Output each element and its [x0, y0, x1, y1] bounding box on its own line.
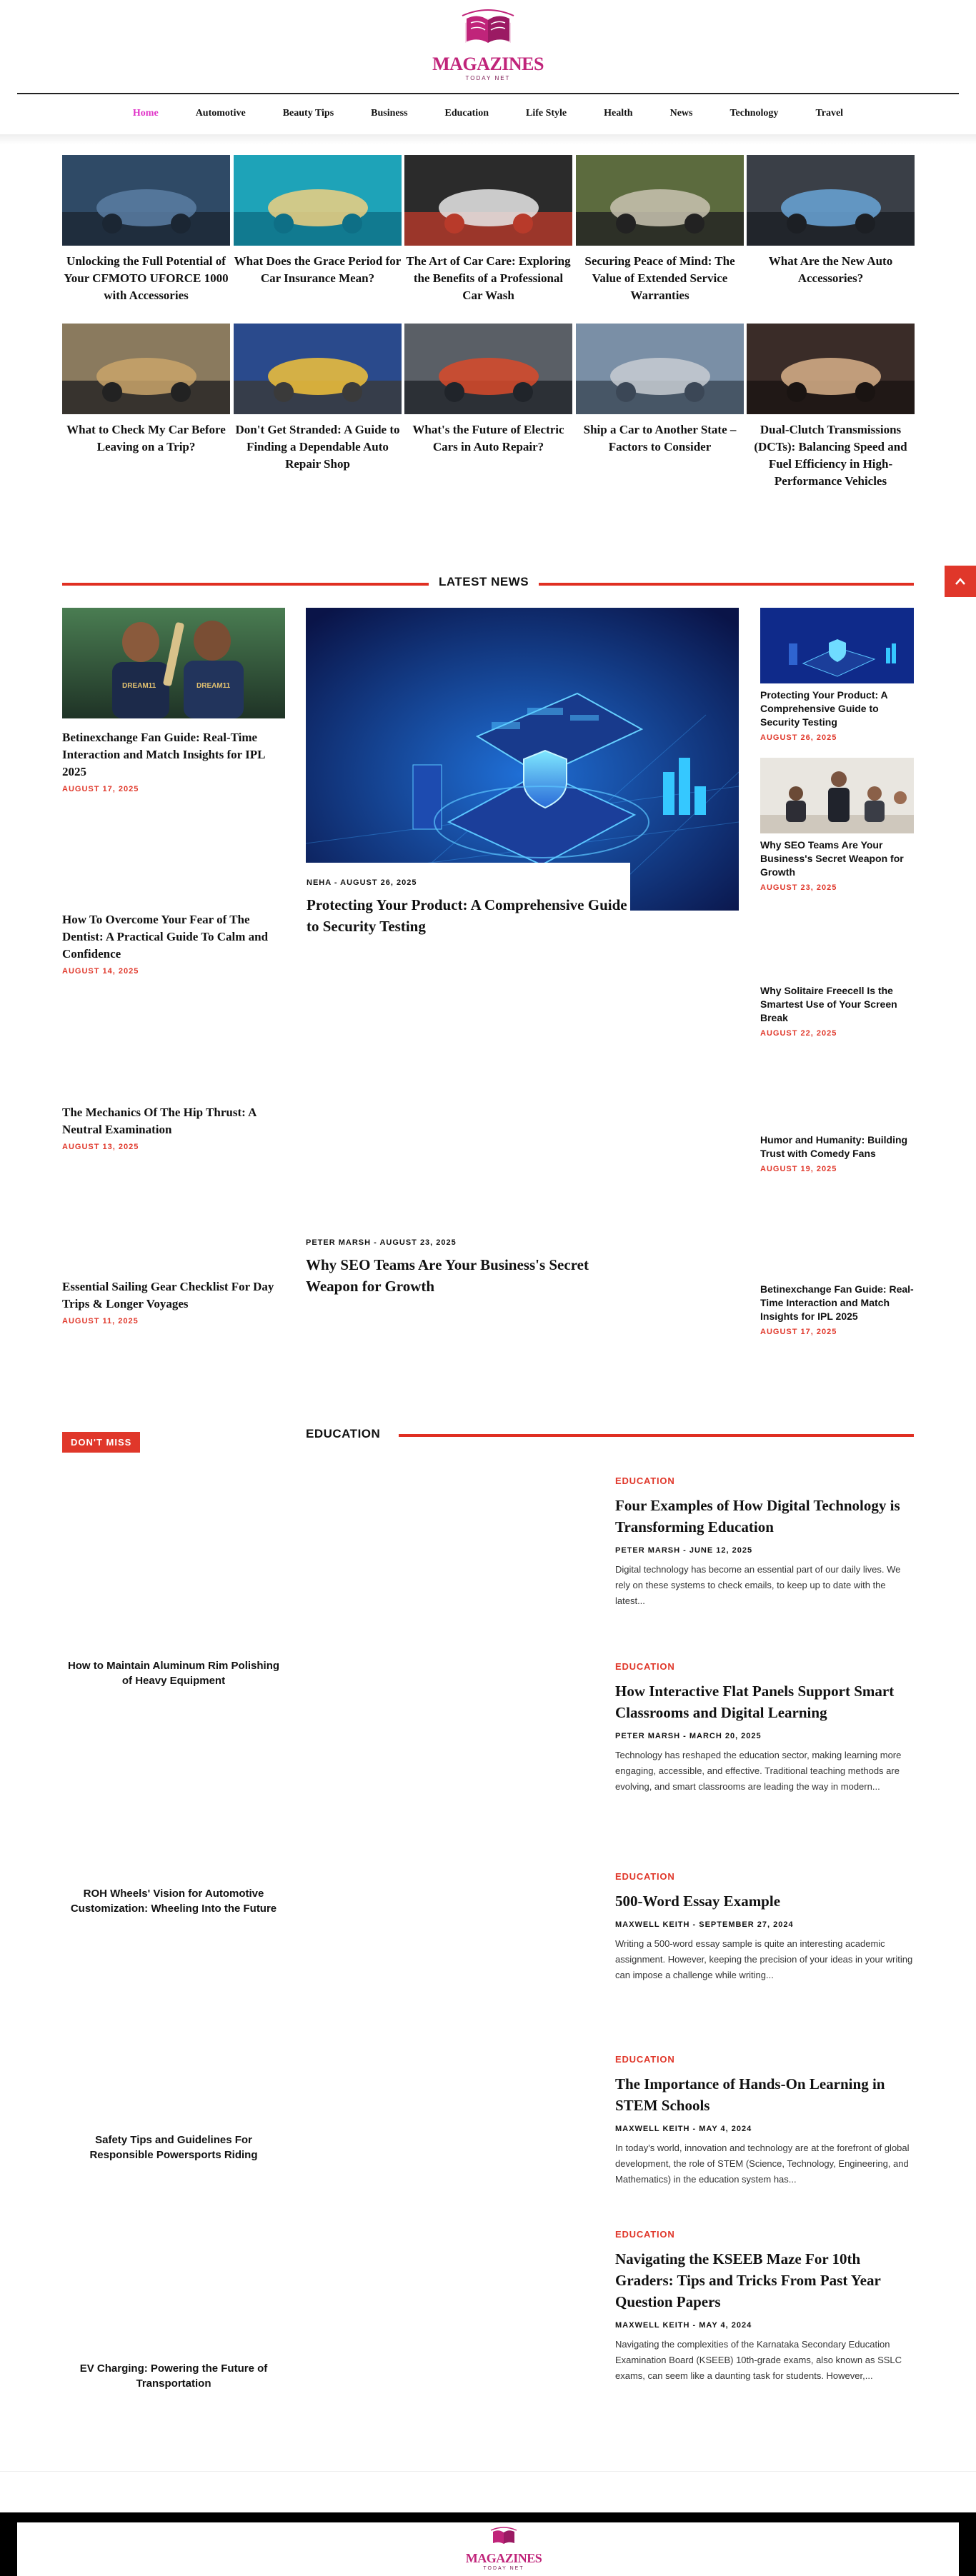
featured-card-title[interactable]: What to Check My Car Before Leaving on a Trip? — [66, 423, 226, 453]
post-author[interactable]: MAXWELL KEITH — [615, 2321, 690, 2330]
nav-item-automotive[interactable]: Automotive — [195, 108, 246, 119]
scroll-to-top-button[interactable] — [945, 566, 976, 597]
article-title[interactable]: EV Charging: Powering the Future of Transportation — [79, 2362, 268, 2390]
post-category[interactable]: EDUCATION — [615, 1871, 675, 1882]
post-author[interactable]: PETER MARSH — [615, 1732, 681, 1740]
article-title[interactable]: How to Maintain Aluminum Rim Polishing of Heavy Equipment — [67, 1660, 280, 1687]
latest-center-card-0[interactable] — [306, 863, 630, 948]
dont-miss-item-2[interactable] — [62, 2133, 285, 2162]
post-title[interactable]: The Importance of Hands-On Learning in STEM Schools — [615, 2075, 885, 2114]
post-title[interactable]: How Interactive Flat Panels Support Smart Classrooms and Digital Learning — [615, 1683, 895, 1721]
latest-right-item-4[interactable] — [760, 1283, 914, 1336]
article-meta: NEHA - AUGUST 26, 2025 — [307, 878, 417, 887]
featured-card-title[interactable]: Don't Get Stranded: A Guide to Finding a Dependable Auto Repair Shop — [235, 423, 400, 471]
utv-vehicle-image[interactable] — [62, 155, 230, 246]
article-date: AUGUST 23, 2025 — [760, 883, 837, 892]
featured-card[interactable] — [747, 155, 915, 287]
article-title[interactable]: Essential Sailing Gear Checklist For Day Trips & Longer Voyages — [62, 1280, 274, 1310]
post-meta: MAXWELL KEITH - SEPTEMBER 27, 2024 — [615, 1920, 794, 1929]
featured-card[interactable] — [404, 155, 572, 304]
svg-text:DREAM11: DREAM11 — [122, 682, 156, 690]
featured-card-title[interactable]: What Does the Grace Period for Car Insurance Mean? — [234, 254, 402, 285]
featured-card-title[interactable]: Unlocking the Full Potential of Your CFMOTO UFORCE 1000 with Accessories — [64, 254, 229, 302]
featured-card-title[interactable]: Ship a Car to Another State – Factors to Consider — [583, 423, 737, 453]
featured-card[interactable] — [576, 155, 744, 304]
dont-miss-item-0[interactable] — [62, 1658, 285, 1688]
article-date: AUGUST 11, 2025 — [62, 1317, 139, 1325]
article-title[interactable]: Protecting Your Product: A Comprehensive Guide to Security Testing — [307, 896, 627, 935]
header-divider — [17, 93, 959, 94]
nav-item-travel[interactable]: Travel — [815, 108, 844, 119]
auto-repair-image[interactable] — [234, 324, 402, 414]
nav-item-beauty-tips[interactable]: Beauty Tips — [282, 108, 334, 119]
post-author[interactable]: MAXWELL KEITH — [615, 2125, 690, 2133]
article-title[interactable]: Why SEO Teams Are Your Business's Secret Weapon for Growth — [306, 1256, 589, 1295]
post-date: JUNE 12, 2025 — [689, 1546, 753, 1555]
svg-text:DREAM11: DREAM11 — [196, 682, 231, 690]
dont-miss-badge: DON'T MISS — [62, 1432, 140, 1453]
cyber-security-thumb — [760, 608, 914, 683]
car-dashboard-image[interactable] — [747, 155, 915, 246]
post-date: SEPTEMBER 27, 2024 — [699, 1920, 794, 1929]
featured-card-title[interactable]: Securing Peace of Mind: The Value of Extended Service Warranties — [584, 254, 735, 302]
featured-card[interactable] — [234, 324, 402, 473]
education-post-4[interactable] — [615, 2229, 914, 2384]
article-title[interactable]: Why Solitaire Freecell Is the Smartest Use of Your Screen Break — [760, 985, 897, 1023]
dont-miss-item-1[interactable] — [62, 1886, 285, 1916]
post-meta: PETER MARSH - JUNE 12, 2025 — [615, 1546, 753, 1555]
post-excerpt: Writing a 500-word essay sample is quite an interesting academic assignment. However, keeping the precision of your ideas in your writing can impose a challenge while writing... — [615, 1938, 913, 1980]
post-date: MARCH 20, 2025 — [689, 1732, 762, 1740]
article-title[interactable]: Safety Tips and Guidelines For Responsible Powersports Riding — [89, 2134, 258, 2161]
tire-check-image[interactable] — [62, 324, 230, 414]
article-title[interactable]: Humor and Humanity: Building Trust with Comedy Fans — [760, 1134, 908, 1159]
footer-logo-text: MAGAZINES — [465, 2551, 542, 2565]
latest-left-item-2[interactable] — [62, 1104, 285, 1151]
nav-item-education[interactable]: Education — [444, 108, 489, 119]
latest-right-item-2[interactable] — [760, 984, 914, 1038]
car-wash-image[interactable] — [404, 155, 572, 246]
education-post-3[interactable] — [615, 2054, 914, 2187]
article-date: AUGUST 14, 2025 — [62, 967, 139, 976]
nav-item-home[interactable]: Home — [132, 108, 159, 119]
nav-item-health[interactable]: Health — [604, 108, 633, 119]
dont-miss-item-3[interactable] — [62, 2361, 285, 2391]
latest-left-item-3[interactable] — [62, 1278, 285, 1325]
post-excerpt: In today's world, innovation and technology are at the forefront of global development, the role of STEM (Science, Technology, Engineering, and Mathematics) in the education system has... — [615, 2143, 910, 2185]
nav-shadow — [0, 134, 976, 144]
article-author[interactable]: PETER MARSH — [306, 1238, 372, 1247]
featured-card[interactable] — [404, 324, 572, 456]
footer-panel — [17, 2522, 959, 2576]
nav-item-news[interactable]: News — [669, 108, 693, 119]
featured-card[interactable] — [62, 324, 230, 456]
featured-card[interactable] — [747, 324, 915, 490]
footer-logo-tagline: TODAY NET — [483, 2566, 524, 2571]
chevron-up-icon — [955, 577, 966, 586]
latest-right-item-1[interactable] — [760, 758, 914, 892]
featured-card-title[interactable]: What Are the New Auto Accessories? — [768, 254, 893, 285]
footer-logo[interactable] — [464, 2527, 543, 2571]
nav-item-business[interactable]: Business — [371, 108, 408, 119]
featured-card[interactable] — [576, 324, 744, 456]
post-category[interactable]: EDUCATION — [615, 2229, 675, 2240]
education-post-0[interactable] — [615, 1475, 914, 1609]
latest-left-item-1[interactable] — [62, 911, 285, 976]
article-title[interactable]: The Mechanics Of The Hip Thrust: A Neutral Examination — [62, 1106, 257, 1136]
logo-tagline: TODAY NET — [465, 75, 511, 81]
article-title[interactable]: Protecting Your Product: A Comprehensive Guide to Security Testing — [760, 689, 888, 728]
article-date: AUGUST 17, 2025 — [62, 785, 139, 793]
site-footer — [0, 2512, 976, 2576]
post-author[interactable]: MAXWELL KEITH — [615, 1920, 690, 1929]
article-title[interactable]: ROH Wheels' Vision for Automotive Customization: Wheeling Into the Future — [70, 1888, 277, 1915]
car-hood-inspection-image[interactable] — [576, 155, 744, 246]
article-title[interactable]: Betinexchange Fan Guide: Real-Time Interaction and Match Insights for IPL 2025 — [760, 1283, 914, 1322]
post-meta: PETER MARSH - MARCH 20, 2025 — [615, 1732, 762, 1740]
latest-left-item-0[interactable] — [62, 608, 285, 793]
post-excerpt: Digital technology has become an essential part of our daily lives. We rely on these systems to check emails, to keep up to date with the latest... — [615, 1564, 901, 1606]
article-date: AUGUST 19, 2025 — [760, 1165, 837, 1173]
logo-text: MAGAZINES — [432, 54, 544, 74]
latest-center-card-1[interactable] — [306, 1238, 630, 1297]
post-category[interactable]: EDUCATION — [615, 1661, 675, 1672]
site-logo[interactable] — [431, 9, 545, 89]
article-author[interactable]: NEHA — [307, 878, 332, 887]
education-heading: EDUCATION — [306, 1427, 390, 1441]
car-carrier-truck-image[interactable] — [576, 324, 744, 414]
post-meta: MAXWELL KEITH - MAY 4, 2024 — [615, 2321, 752, 2330]
featured-card-title[interactable]: What's the Future of Electric Cars in Auto Repair? — [412, 423, 564, 453]
book-logo-icon — [487, 2527, 520, 2548]
post-category[interactable]: EDUCATION — [615, 2054, 675, 2065]
nav-item-life-style[interactable]: Life Style — [525, 108, 567, 119]
post-title[interactable]: 500-Word Essay Example — [615, 1893, 781, 1910]
education-post-2[interactable] — [615, 1871, 914, 1983]
latest-right-item-0[interactable] — [760, 608, 914, 742]
post-excerpt: Technology has reshaped the education sector, making learning more engaging, accessible, and effective. Traditional teaching methods are evolving, and smart classrooms are leading the way in modern... — [615, 1750, 902, 1792]
article-meta: PETER MARSH - AUGUST 23, 2025 — [306, 1238, 457, 1247]
post-excerpt: Navigating the complexities of the Karnataka Secondary Education Examination Board (KSEEB) 10th-grade exams, also known as SSLC exams, can seem like a daunting task for students. However,... — [615, 2339, 902, 2381]
article-title[interactable]: Why SEO Teams Are Your Business's Secret Weapon for Growth — [760, 839, 904, 878]
cricket-image — [62, 608, 285, 718]
education-post-1[interactable] — [615, 1661, 914, 1795]
latest-news-heading: LATEST NEWS — [429, 575, 539, 589]
featured-card[interactable] — [62, 155, 230, 304]
post-author[interactable]: PETER MARSH — [615, 1546, 681, 1555]
article-date: AUGUST 26, 2025 — [340, 878, 417, 887]
book-logo-icon — [458, 9, 518, 51]
nav-item-technology[interactable]: Technology — [729, 108, 779, 119]
post-title[interactable]: Four Examples of How Digital Technology is Transforming Education — [615, 1497, 900, 1535]
featured-card[interactable] — [234, 155, 402, 287]
business-meeting-thumb — [760, 758, 914, 833]
gear-shifter-image[interactable] — [747, 324, 915, 414]
post-date: MAY 4, 2024 — [699, 2321, 752, 2330]
section-divider — [0, 2471, 976, 2472]
latest-right-item-3[interactable] — [760, 1133, 914, 1173]
post-category[interactable]: EDUCATION — [615, 1475, 675, 1486]
post-meta: MAXWELL KEITH - MAY 4, 2024 — [615, 2125, 752, 2133]
article-date: AUGUST 23, 2025 — [379, 1238, 457, 1247]
mechanic-engine-image[interactable] — [404, 324, 572, 414]
article-date: AUGUST 26, 2025 — [760, 733, 837, 742]
main-navigation — [0, 100, 976, 129]
article-date: AUGUST 17, 2025 — [760, 1328, 837, 1336]
post-title[interactable]: Navigating the KSEEB Maze For 10th Graders: Tips and Tricks From Past Year Question Papers — [615, 2250, 881, 2310]
education-rule — [399, 1434, 914, 1437]
featured-card-title[interactable]: Dual-Clutch Transmissions (DCTs): Balancing Speed and Fuel Efficiency in High-Performance Vehicles — [754, 423, 907, 488]
post-date: MAY 4, 2024 — [699, 2125, 752, 2133]
article-title[interactable]: Betinexchange Fan Guide: Real-Time Interaction and Match Insights for IPL 2025 — [62, 731, 265, 778]
featured-card-title[interactable]: The Art of Car Care: Exploring the Benefits of a Professional Car Wash — [406, 254, 571, 302]
car-insurance-folder-image[interactable] — [234, 155, 402, 246]
article-date: AUGUST 13, 2025 — [62, 1143, 139, 1151]
article-title[interactable]: How To Overcome Your Fear of The Dentist: A Practical Guide To Calm and Confidence — [62, 913, 269, 961]
article-date: AUGUST 22, 2025 — [760, 1029, 837, 1038]
